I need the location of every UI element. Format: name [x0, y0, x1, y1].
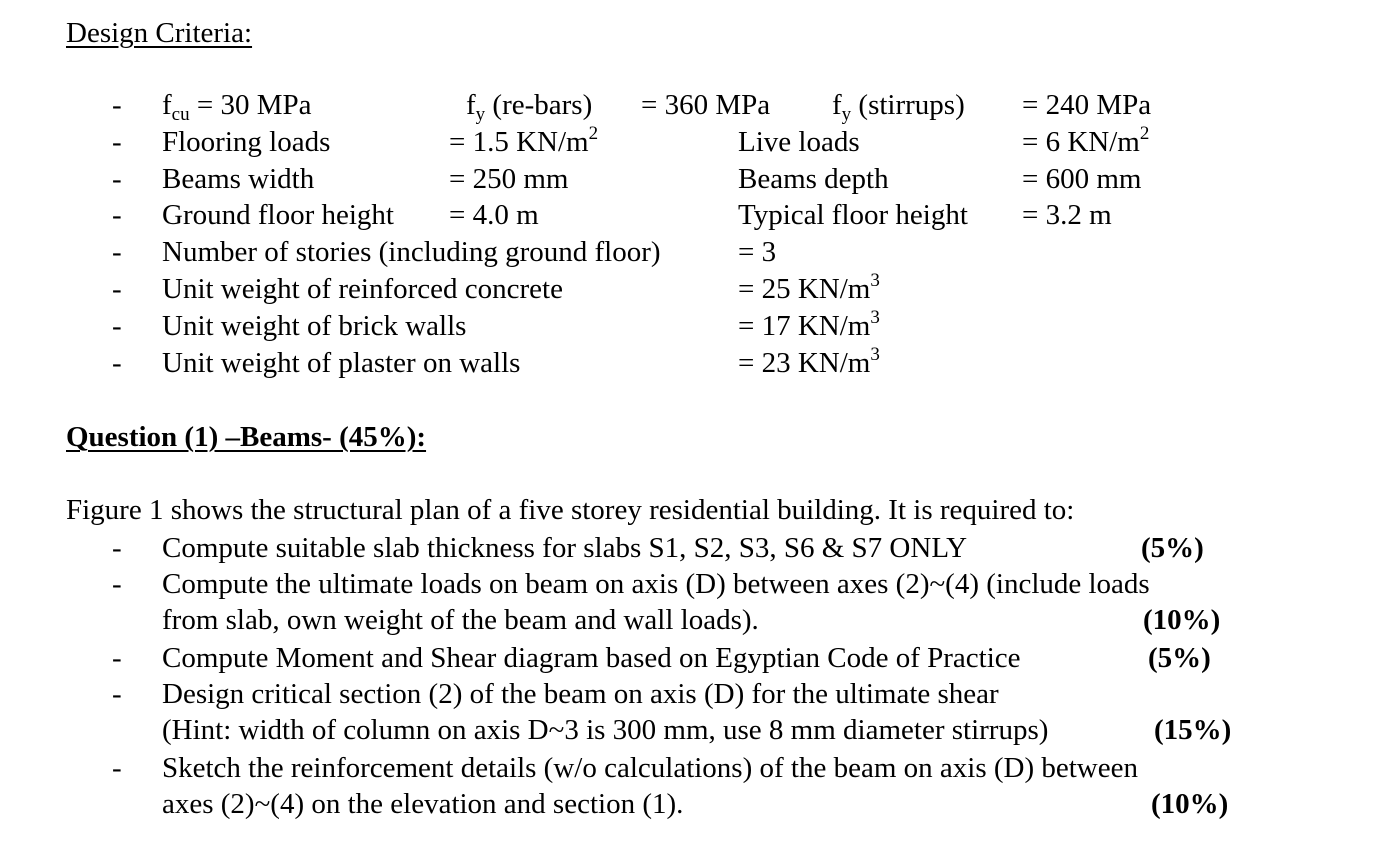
brick-unit-weight-value: = 17 $KN/m^3$ — [738, 307, 880, 342]
bullet-dash: - — [112, 236, 122, 268]
bullet-dash: - — [112, 199, 122, 231]
task-sketch-reinforcement: Sketch the reinforcement details (w/o calculations) of the beam on axis (D) between — [162, 752, 1138, 784]
fcu-item: $f_{cu} = 30$ MPa — [162, 89, 312, 125]
question-intro: Figure 1 shows the structural plan of a five storey residential building. It is required to: — [66, 494, 1075, 526]
task-ultimate-loads-percent: (10%) — [1143, 604, 1221, 636]
task-ultimate-loads: Compute the ultimate loads on beam on axis (D) between axes (2)~(4) (include loads — [162, 568, 1150, 600]
plaster-unit-weight-label: Unit weight of plaster on walls — [162, 347, 521, 379]
fy-stirrups-label: $f_y$ (stirrups) — [832, 89, 965, 125]
rc-unit-weight-label: Unit weight of reinforced concrete — [162, 273, 563, 305]
task-slab-thickness-percent: (5%) — [1141, 532, 1204, 564]
task-sketch-reinforcement-percent: (10%) — [1151, 788, 1229, 820]
fy-rebars-value: = 360 MPa — [641, 89, 771, 121]
fy-stirrups-value: = 240 MPa — [1022, 89, 1152, 121]
task-design-section: Design critical section (2) of the beam on axis (D) for the ultimate shear — [162, 678, 999, 710]
bullet-dash: - — [112, 347, 122, 379]
task-sketch-reinforcement-cont: axes (2)~(4) on the elevation and section (1). — [162, 788, 684, 820]
ground-floor-height-value: = 4.0 m — [449, 199, 539, 231]
task-slab-thickness: Compute suitable slab thickness for slabs S1, S2, S3, S6 & S7 ONLY — [162, 532, 968, 564]
bullet-dash: - — [112, 163, 122, 195]
number-of-stories-label: Number of stories (including ground floor) — [162, 236, 661, 268]
live-loads-value: = 6 $KN/m^2$ — [1022, 123, 1150, 158]
bullet-dash: - — [112, 752, 122, 784]
typical-floor-height-label: Typical floor height — [738, 199, 968, 231]
bullet-dash: - — [112, 273, 122, 305]
question-heading: Question (1) –Beams- (45%): — [66, 421, 427, 453]
task-design-section-hint: (Hint: width of column on axis D~3 is 300 mm, use 8 mm diameter stirrups) — [162, 714, 1049, 746]
bullet-dash: - — [112, 310, 122, 342]
flooring-loads-label: Flooring loads — [162, 126, 331, 158]
task-design-section-percent: (15%) — [1154, 714, 1232, 746]
bullet-dash: - — [112, 532, 122, 564]
bullet-dash: - — [112, 678, 122, 710]
beams-width-label: Beams width — [162, 163, 315, 195]
bullet-dash: - — [112, 89, 122, 121]
rc-unit-weight-value: = 25 $KN/m^3$ — [738, 270, 880, 305]
ground-floor-height-label: Ground floor height — [162, 199, 394, 231]
task-ultimate-loads-cont: from slab, own weight of the beam and wall loads). — [162, 604, 759, 636]
beams-depth-value: = 600 mm — [1022, 163, 1142, 195]
bullet-dash: - — [112, 568, 122, 600]
fy-rebars-label: $f_y$ (re-bars) — [466, 89, 593, 125]
flooring-loads-value: = 1.5 $KN/m^2$ — [449, 123, 599, 158]
brick-unit-weight-label: Unit weight of brick walls — [162, 310, 467, 342]
bullet-dash: - — [112, 642, 122, 674]
design-criteria-heading: Design Criteria: — [66, 17, 253, 49]
plaster-unit-weight-value: = 23 $KN/m^3$ — [738, 344, 880, 379]
typical-floor-height-value: = 3.2 m — [1022, 199, 1112, 231]
number-of-stories-value: = 3 — [738, 236, 777, 268]
bullet-dash: - — [112, 126, 122, 158]
beams-depth-label: Beams depth — [738, 163, 889, 195]
beams-width-value: = 250 mm — [449, 163, 569, 195]
task-moment-shear-percent: (5%) — [1148, 642, 1211, 674]
live-loads-label: Live loads — [738, 126, 860, 158]
task-moment-shear: Compute Moment and Shear diagram based on Egyptian Code of Practice — [162, 642, 1021, 674]
